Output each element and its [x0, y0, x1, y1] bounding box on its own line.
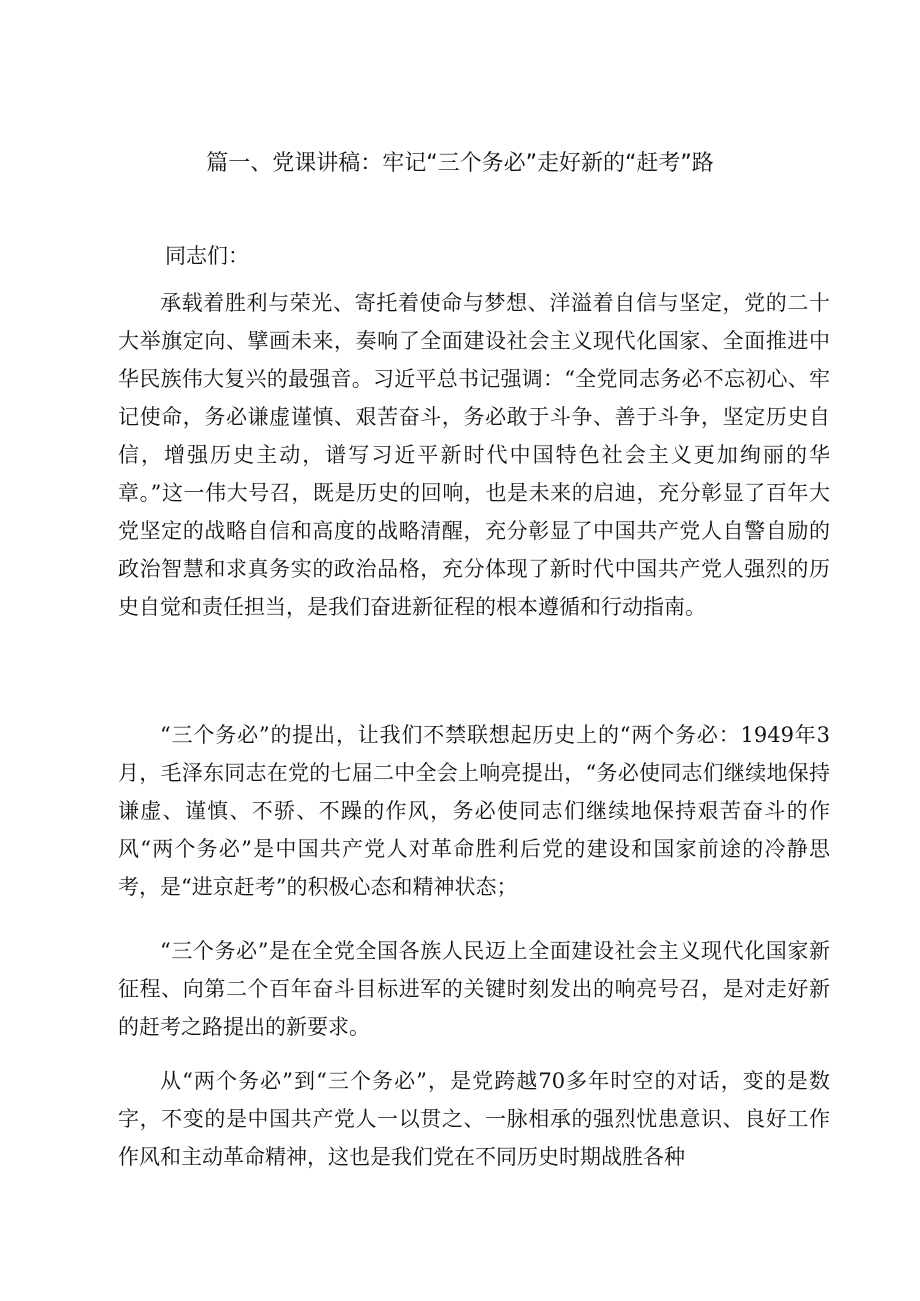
paragraph: “三个务必”是在全党全国各族人民迈上全面建设社会主义现代化国家新征程、向第二个百年奋斗目标进军的关键时刻发出的响亮号召，是对走好新的赶考之路提出的新要求。 — [118, 939, 830, 1039]
paragraph: “三个务必”的提出，让我们不禁联想起历史上的“两个务必：1949年3月，毛泽东同志在党的七届二中全会上响亮提出，“务必使同志们继续地保持谦虚、谨慎、不骄、不躁的作风，务必使同志们继续地保持艰苦奋斗的作风“两个务必”是中国共产党人对革命胜利后党的建设和国家前途的冷静思考，是“进京赶考”的积极心态和精神状态； — [118, 723, 830, 899]
paragraph: 承载着胜利与荣光、寄托着使命与梦想、洋溢着自信与坚定，党的二十大举旗定向、擘画未来，奏响了全面建设社会主义现代化国家、全面推进中华民族伟大复兴的最强音。习近平总书记强调：“全党同志务必不忘初心、牢记使命，务必谦虚谨慎、艰苦奋斗，务必敢于斗争、善于斗争，坚定历史自信，增强历史主动，谱写习近平新时代中国特色社会主义更加绚丽的华章。”这一伟大号召，既是历史的回响，也是未来的启迪，充分彰显了百年大党坚定的战略自信和高度的战略清醒，充分彰显了中国共产党人自警自励的政治智慧和求真务实的政治品格，充分体现了新时代中国共产党人强烈的历史自觉和责任担当，是我们奋进新征程的根本遵循和行动指南。 — [118, 291, 830, 619]
greeting: 同志们： — [165, 244, 249, 268]
paragraph: 从“两个务必”到“三个务必”，是党跨越70多年时空的对话，变的是数字，不变的是中国共产党人一以贯之、一脉相承的强烈忧患意识、良好工作作风和主动革命精神，这也是我们党在不同历史时期战胜各种 — [118, 1069, 830, 1169]
document-title: 篇一、党课讲稿：牢记“三个务必”走好新的“赶考”路 — [206, 151, 714, 176]
